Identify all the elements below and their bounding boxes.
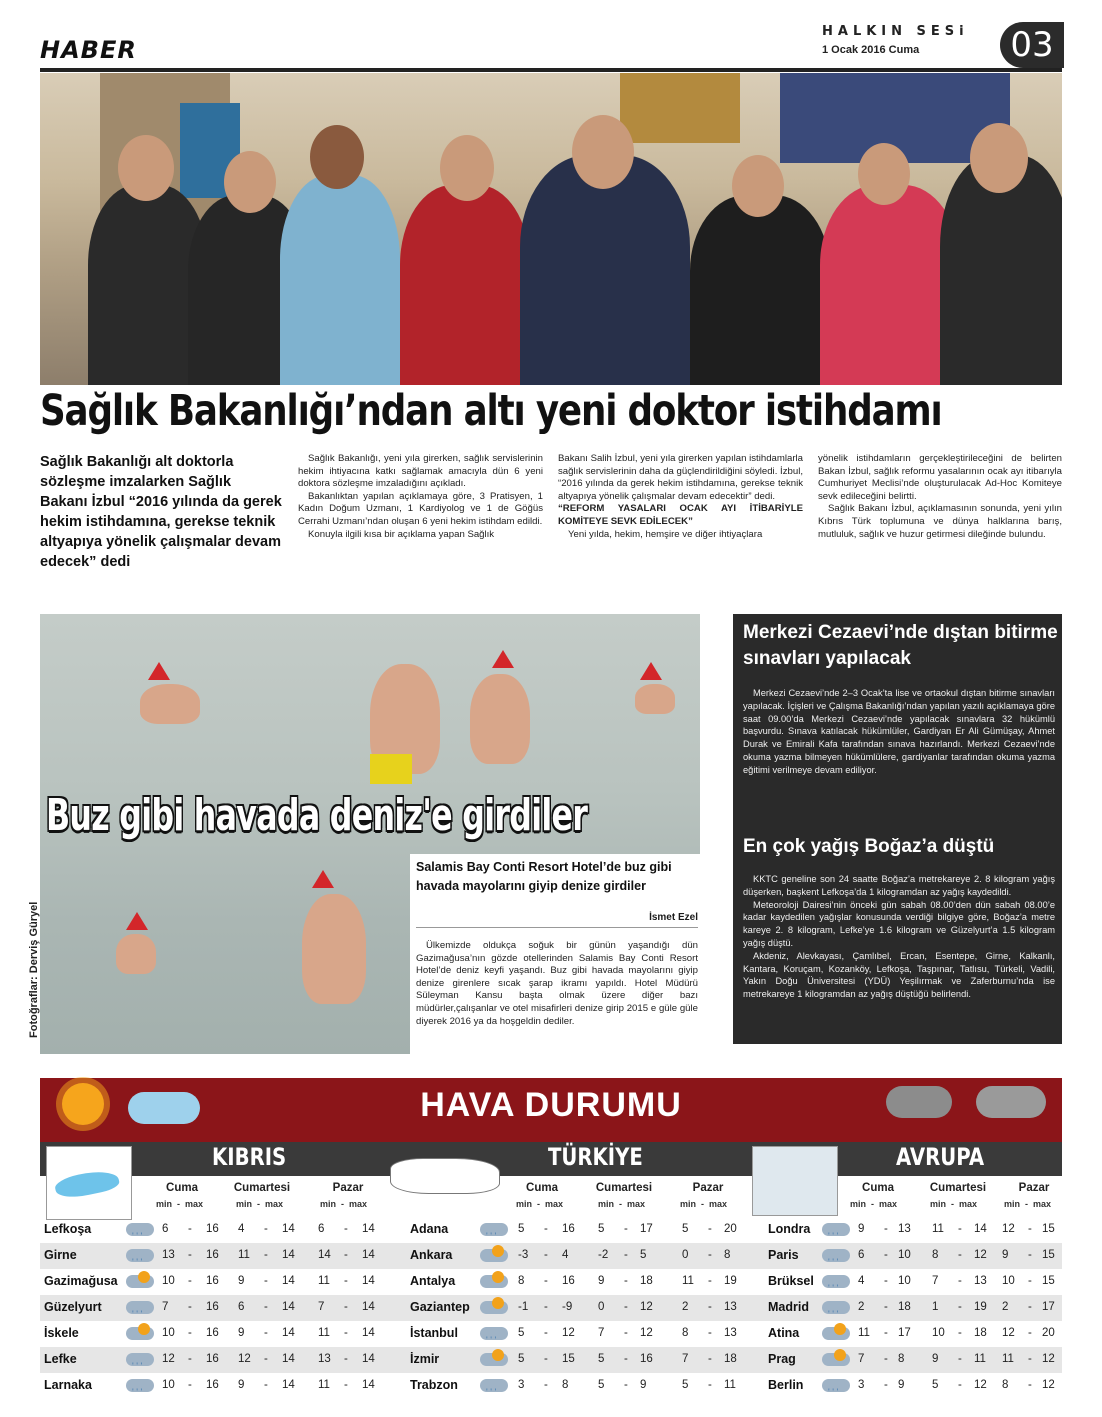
sun-cloud-icon <box>480 1249 508 1262</box>
city-name: Gaziantep <box>410 1300 470 1314</box>
max-temp: 9 <box>898 1379 905 1391</box>
city-name: Lefke <box>44 1352 77 1366</box>
max-temp: 13 <box>974 1275 987 1287</box>
minmax-header: min - max <box>320 1199 368 1209</box>
rainfall-headline: En çok yağış Boğaz’a düştü <box>743 836 995 857</box>
max-temp: 10 <box>898 1249 911 1261</box>
range-dash: - <box>344 1301 348 1313</box>
min-temp: 2 <box>682 1301 689 1313</box>
minmax-header: min - max <box>516 1199 564 1209</box>
range-dash: - <box>264 1223 268 1235</box>
day-header: Pazar <box>692 1182 724 1194</box>
rain-cloud-icon <box>822 1379 850 1392</box>
range-dash: - <box>624 1379 628 1391</box>
day-header: Pazar <box>332 1182 364 1194</box>
range-dash: - <box>1028 1327 1032 1339</box>
min-temp: 11 <box>858 1327 870 1339</box>
max-temp: 12 <box>640 1327 653 1339</box>
range-dash: - <box>344 1327 348 1339</box>
range-dash: - <box>544 1223 548 1235</box>
range-dash: - <box>544 1275 548 1287</box>
range-dash: - <box>544 1353 548 1365</box>
cyprus-map-icon <box>46 1146 132 1220</box>
body-paragraph: Bakanlıktan yapılan açıklamaya göre, 3 Pratisyen, 1 Kadın Doğum Uzmanı, 1 Kardiyolog ve 1 de Göğüs Cerrahi Uzmanı’ndan oluşan 6 yeni hekim istihdam edildi. <box>298 490 543 527</box>
min-temp: 6 <box>162 1223 169 1235</box>
range-dash: - <box>1028 1379 1032 1391</box>
rain-cloud-icon <box>480 1379 508 1392</box>
day-header: Cumartesi <box>233 1182 291 1194</box>
range-dash: - <box>624 1223 628 1235</box>
range-dash: - <box>708 1379 712 1391</box>
city-name: Larnaka <box>44 1378 92 1392</box>
range-dash: - <box>708 1275 712 1287</box>
max-temp: 20 <box>1042 1327 1055 1339</box>
max-temp: 16 <box>206 1379 219 1391</box>
table-row <box>40 1373 1062 1399</box>
max-temp: 10 <box>898 1275 911 1287</box>
min-temp: 2 <box>1002 1301 1009 1313</box>
city-name: Atina <box>768 1326 800 1340</box>
body-paragraph: Meteoroloji Dairesi’nin önceki gün sabah 08.00’den dün sabah 08.00’e kadar kaydedilen yağışlar konusunda verdiği bilgiye göre, Boğaz’a metre kareye 2. 8 kilogram, Lefke’ye 1.6 kilogram ve Güzelyurt’a 1.5 kilogram yağış düştü. <box>743 899 1055 948</box>
rain-cloud-icon <box>126 1223 154 1236</box>
max-temp: 14 <box>282 1327 295 1339</box>
min-temp: 14 <box>318 1249 331 1261</box>
min-temp: 9 <box>932 1353 939 1365</box>
min-temp: 2 <box>858 1301 865 1313</box>
city-name: Girne <box>44 1248 77 1262</box>
main-headline: Sağlık Bakanlığı’ndan altı yeni doktor istihdamı <box>40 386 942 436</box>
max-temp: 16 <box>206 1275 219 1287</box>
rain-cloud-icon <box>480 1327 508 1340</box>
body-paragraph: Merkezi Cezaevi’nde 2–3 Ocak’ta lise ve ortaokul dıştan bitirme sınavları yapılacak. İçişleri ve Çalışma Bakanlığı’ndan yapılan yazılı açıklamaya göre saat 09.00’da Merkezi Cezaevi’nde yapılacak sınavlara 32 hükümlü başvurdu. Sınava katılacak hükümlüler, Gardiyan Er Ali Gümüşay, Ahmet Durak ve Emirali Kafa tarafından sınava hazırlandı. Merkezi Cezaevi’nde okuma yazma bilmeyen hükümlülere, gardiyanlar tarafından okuma yazma eğitimi verilmeye devam ediliyor. <box>743 688 1055 775</box>
range-dash: - <box>344 1275 348 1287</box>
min-temp: 5 <box>682 1379 689 1391</box>
city-name: Brüksel <box>768 1274 814 1288</box>
body-paragraph: Akdeniz, Alevkayası, Çamlıbel, Ercan, Esentepe, Girne, Kalkanlı, Kantara, Koruçam, Kozanköy, Lefkoşa, Taşpınar, Tatlısu, Türkeli, Vadili, Yakın Doğu Üniversitesi (YDÜ) Yeşilırmak ve Zaferburnu’nda ise metrekareye 1 kilogramdan az yağış düştüğü belirlendi. <box>743 950 1055 1000</box>
day-header: Cumartesi <box>929 1182 987 1194</box>
max-temp: 18 <box>724 1353 737 1365</box>
max-temp: 14 <box>282 1353 295 1365</box>
range-dash: - <box>264 1249 268 1261</box>
group-photo <box>40 73 1062 385</box>
article1-lead: Sağlık Bakanlığı alt doktorla sözleşme imzalarken Sağlık Bakanı İzbul “2016 yılında da gerek hekim istihdamına, gerekse teknik altyapıya yönelik çalışmalar devam edecek” dedi <box>40 454 282 570</box>
body-paragraph: yönelik istihdamların gerçekleştirileceğini de belirten Bakan İzbul, sağlık reformu yasalarının ocak ayı itibarıyla Cumhuriyet Meclisi’nde oluşturulacak Ad-Hoc Komiteye sevk edileceğini belirtti. <box>818 453 1062 502</box>
sun-cloud-icon <box>126 1275 154 1288</box>
max-temp: 14 <box>362 1379 375 1391</box>
min-temp: 9 <box>238 1327 245 1339</box>
article1-col3 <box>818 453 1062 541</box>
max-temp: 16 <box>562 1275 575 1287</box>
min-temp: 12 <box>1002 1327 1015 1339</box>
table-row <box>40 1217 1062 1243</box>
min-temp: 5 <box>598 1353 605 1365</box>
rain-cloud-icon <box>822 1223 850 1236</box>
turkey-map-icon <box>386 1148 504 1202</box>
body-paragraph: Konuyla ilgili kısa bir açıklama yapan Sağlık <box>308 528 495 540</box>
min-temp: 9 <box>1002 1249 1009 1261</box>
city-name: İstanbul <box>410 1326 458 1340</box>
min-temp: -1 <box>518 1301 529 1313</box>
max-temp: 11 <box>724 1379 736 1391</box>
article1-col2 <box>558 453 803 541</box>
range-dash: - <box>958 1223 962 1235</box>
max-temp: 12 <box>974 1249 987 1261</box>
rain-cloud-icon <box>126 1301 154 1314</box>
table-row <box>40 1243 1062 1269</box>
day-header: Cuma <box>862 1182 894 1194</box>
range-dash: - <box>624 1327 628 1339</box>
range-dash: - <box>264 1301 268 1313</box>
max-temp: 18 <box>640 1275 653 1287</box>
photo-credit: Fotoğraflar: Derviş Güryel <box>28 901 40 1038</box>
min-temp: -3 <box>518 1249 529 1261</box>
max-temp: 5 <box>640 1249 647 1261</box>
range-dash: - <box>264 1379 268 1391</box>
weather-title: HAVA DURUMU <box>420 1086 682 1124</box>
author-byline: İsmet Ezel <box>416 912 698 928</box>
city-name: Lefkoşa <box>44 1222 92 1236</box>
range-dash: - <box>708 1249 712 1261</box>
range-dash: - <box>344 1353 348 1365</box>
range-dash: - <box>884 1275 888 1287</box>
range-dash: - <box>624 1275 628 1287</box>
min-temp: 0 <box>682 1249 689 1261</box>
range-dash: - <box>884 1223 888 1235</box>
max-temp: 15 <box>1042 1249 1055 1261</box>
issue-date: 1 Ocak 2016 Cuma <box>822 44 920 56</box>
page-number: 03 <box>1000 22 1064 68</box>
max-temp: 13 <box>724 1301 737 1313</box>
range-dash: - <box>188 1275 192 1287</box>
region-avrupa: AVRUPA <box>896 1143 985 1171</box>
max-temp: 14 <box>282 1379 295 1391</box>
range-dash: - <box>188 1327 192 1339</box>
min-temp: 5 <box>932 1379 939 1391</box>
body-paragraph: Sağlık Bakanlığı, yeni yıla girerken, sağlık servislerinin hekim ihtiyacına katkı sağlamak amacıyla dün 6 yeni doktora sözleşme imzaladığını açıkladı. <box>298 453 543 490</box>
range-dash: - <box>344 1379 348 1391</box>
min-temp: 10 <box>162 1379 175 1391</box>
table-row <box>40 1347 1062 1373</box>
min-temp: 5 <box>518 1327 525 1339</box>
min-temp: 13 <box>318 1353 331 1365</box>
article1-subhead: “REFORM YASALARI OCAK AYI İTİBARİYLE KOMİTEYE SEVK EDİLECEK” <box>558 503 803 527</box>
prison-exam-headline: Merkezi Cezaevi’nde dıştan bitirme sınavları yapılacak <box>743 622 1058 669</box>
range-dash: - <box>188 1223 192 1235</box>
body-paragraph: Sağlık Bakanı İzbul, açıklamasının sonunda, yeni yılın Kıbrıs Türk toplumuna ve dünya halklarına barış, mutluluk, sağlık ve huzur getirmesi dileğinde bulundu. <box>818 503 1062 540</box>
max-temp: 18 <box>898 1301 911 1313</box>
rain-cloud-icon <box>822 1301 850 1314</box>
max-temp: 4 <box>562 1249 569 1261</box>
min-temp: 10 <box>162 1327 175 1339</box>
min-temp: 8 <box>682 1327 689 1339</box>
min-temp: 11 <box>318 1327 330 1339</box>
city-name: Adana <box>410 1222 449 1236</box>
body-paragraph: KKTC geneline son 24 saatte Boğaz’a metrekareye 2. 8 kilogram yağış düşerken, başkent Lefkoşa’da 1 kilogramdan az yağış kaydedildi. <box>743 874 1055 897</box>
max-temp: 16 <box>206 1353 219 1365</box>
min-temp: 4 <box>238 1223 245 1235</box>
city-name: Berlin <box>768 1378 804 1392</box>
city-name: İskele <box>44 1326 79 1340</box>
max-temp: 16 <box>640 1353 653 1365</box>
table-row <box>40 1321 1062 1347</box>
min-temp: 12 <box>162 1353 175 1365</box>
city-name: Gazimağusa <box>44 1274 118 1288</box>
max-temp: 20 <box>724 1223 737 1235</box>
range-dash: - <box>708 1301 712 1313</box>
min-temp: 5 <box>682 1223 689 1235</box>
range-dash: - <box>958 1353 962 1365</box>
min-temp: 11 <box>1002 1353 1014 1365</box>
range-dash: - <box>544 1301 548 1313</box>
max-temp: 14 <box>282 1249 295 1261</box>
max-temp: 12 <box>640 1301 653 1313</box>
max-temp: 14 <box>362 1275 375 1287</box>
range-dash: - <box>884 1353 888 1365</box>
max-temp: 14 <box>282 1223 295 1235</box>
table-row <box>40 1269 1062 1295</box>
prison-exam-body <box>743 687 1055 777</box>
range-dash: - <box>708 1353 712 1365</box>
range-dash: - <box>1028 1301 1032 1313</box>
min-temp: 5 <box>518 1353 525 1365</box>
rain-cloud-icon <box>126 1353 154 1366</box>
max-temp: 16 <box>206 1327 219 1339</box>
day-header: Cumartesi <box>595 1182 653 1194</box>
max-temp: 14 <box>282 1275 295 1287</box>
max-temp: 16 <box>206 1301 219 1313</box>
range-dash: - <box>958 1301 962 1313</box>
min-temp: 7 <box>932 1275 939 1287</box>
range-dash: - <box>708 1223 712 1235</box>
min-temp: 3 <box>858 1379 865 1391</box>
max-temp: 15 <box>1042 1223 1055 1235</box>
max-temp: 8 <box>562 1379 569 1391</box>
city-name: İzmir <box>410 1352 440 1366</box>
min-temp: 7 <box>162 1301 169 1313</box>
min-temp: 8 <box>932 1249 939 1261</box>
range-dash: - <box>544 1249 548 1261</box>
max-temp: 12 <box>974 1379 987 1391</box>
min-temp: 11 <box>932 1223 944 1235</box>
min-temp: 9 <box>238 1275 245 1287</box>
min-temp: 5 <box>598 1223 605 1235</box>
range-dash: - <box>884 1379 888 1391</box>
sun-cloud-icon <box>126 1327 154 1340</box>
body-paragraph: Bakanı Salih İzbul, yeni yıla girerken yapılan istihdamlarla sağlık servislerinin daha da güçlendirildiğini söyledi. İzbul, “2016 yılında da gerek hekim istihdamına, gerekse teknik altyapıya yönelik çalışmalar devam edecektir” dedi. <box>558 453 803 502</box>
range-dash: - <box>188 1301 192 1313</box>
range-dash: - <box>958 1275 962 1287</box>
max-temp: 16 <box>206 1249 219 1261</box>
max-temp: 16 <box>206 1223 219 1235</box>
sun-cloud-icon <box>822 1353 850 1366</box>
max-temp: 18 <box>974 1327 987 1339</box>
city-name: Trabzon <box>410 1378 458 1392</box>
range-dash: - <box>1028 1353 1032 1365</box>
max-temp: 14 <box>362 1353 375 1365</box>
range-dash: - <box>188 1249 192 1261</box>
minmax-header: min - max <box>850 1199 898 1209</box>
max-temp: 12 <box>1042 1353 1055 1365</box>
min-temp: 6 <box>238 1301 245 1313</box>
range-dash: - <box>344 1249 348 1261</box>
min-temp: 4 <box>858 1275 865 1287</box>
max-temp: 14 <box>974 1223 987 1235</box>
min-temp: 11 <box>682 1275 694 1287</box>
sun-cloud-icon <box>480 1275 508 1288</box>
min-temp: 10 <box>932 1327 945 1339</box>
swimmers-subhead: Salamis Bay Conti Resort Hotel’de buz gibi havada mayolarını giyip denize girdiler <box>416 860 672 893</box>
day-header: Cuma <box>166 1182 198 1194</box>
max-temp: 17 <box>898 1327 911 1339</box>
table-row <box>40 1295 1062 1321</box>
range-dash: - <box>884 1249 888 1261</box>
range-dash: - <box>264 1327 268 1339</box>
max-temp: 14 <box>362 1223 375 1235</box>
rain-cloud-icon <box>126 1379 154 1392</box>
max-temp: 19 <box>974 1301 987 1313</box>
min-temp: 7 <box>858 1353 865 1365</box>
city-name: Madrid <box>768 1300 809 1314</box>
city-name: Ankara <box>410 1248 453 1262</box>
range-dash: - <box>958 1327 962 1339</box>
rain-cloud-icon <box>480 1223 508 1236</box>
max-temp: 17 <box>640 1223 653 1235</box>
europe-map-icon <box>752 1146 838 1216</box>
range-dash: - <box>958 1379 962 1391</box>
max-temp: -9 <box>562 1301 573 1313</box>
min-temp: 11 <box>318 1379 330 1391</box>
max-temp: 14 <box>362 1249 375 1261</box>
minmax-header: min - max <box>156 1199 204 1209</box>
max-temp: 17 <box>1042 1301 1055 1313</box>
min-temp: 0 <box>598 1301 605 1313</box>
range-dash: - <box>188 1353 192 1365</box>
body-paragraph: Ülkemizde oldukça soğuk bir günün yaşandığı dün Gazimağusa’nın gözde otellerinden Salamis Bay Conti Resort Hotel’de deniz keyfi yaşandı. Buz gibi havada mayolarını giyip denize girenlere sıcak şarap ikramı yapıldı. Hotel Müdürü Süleyman Kansu başta olmak üzere diğer bazı müdürler,çalışanlar ve otel misafirleri denize girip 2015 e güle güle diyerek 2016 ya da hoşgeldin dediler. <box>416 940 698 1027</box>
max-temp: 9 <box>640 1379 647 1391</box>
range-dash: - <box>1028 1275 1032 1287</box>
min-temp: 9 <box>238 1379 245 1391</box>
city-name: Paris <box>768 1248 799 1262</box>
newspaper-masthead: HALKIN SESi <box>822 24 969 39</box>
range-dash: - <box>1028 1223 1032 1235</box>
minmax-header: min - max <box>236 1199 284 1209</box>
max-temp: 14 <box>362 1327 375 1339</box>
swimmers-headline: Buz gibi havada deniz'e girdiler <box>46 790 588 841</box>
city-name: Güzelyurt <box>44 1300 102 1314</box>
rain-cloud-icon <box>822 1249 850 1262</box>
range-dash: - <box>1028 1249 1032 1261</box>
article1-col1 <box>298 453 543 541</box>
min-temp: 11 <box>318 1275 330 1287</box>
rain-cloud-icon <box>822 1275 850 1288</box>
sun-cloud-icon <box>822 1327 850 1340</box>
max-temp: 8 <box>898 1353 905 1365</box>
city-name: Londra <box>768 1222 811 1236</box>
min-temp: 9 <box>598 1275 605 1287</box>
range-dash: - <box>624 1353 628 1365</box>
city-name: Antalya <box>410 1274 456 1288</box>
max-temp: 15 <box>562 1353 575 1365</box>
range-dash: - <box>624 1249 628 1261</box>
range-dash: - <box>344 1223 348 1235</box>
rainfall-body <box>743 873 1055 1001</box>
min-temp: 11 <box>238 1249 250 1261</box>
min-temp: 8 <box>518 1275 525 1287</box>
min-temp: 10 <box>162 1275 175 1287</box>
min-temp: 9 <box>858 1223 865 1235</box>
min-temp: 13 <box>162 1249 175 1261</box>
max-temp: 11 <box>974 1353 986 1365</box>
min-temp: 6 <box>318 1223 325 1235</box>
sun-cloud-icon <box>480 1301 508 1314</box>
min-temp: 6 <box>858 1249 865 1261</box>
max-temp: 13 <box>724 1327 737 1339</box>
max-temp: 13 <box>898 1223 911 1235</box>
range-dash: - <box>264 1353 268 1365</box>
minmax-header: min - max <box>1004 1199 1052 1209</box>
range-dash: - <box>884 1301 888 1313</box>
rain-cloud-icon <box>126 1249 154 1262</box>
min-temp: 5 <box>518 1223 525 1235</box>
minmax-header: min - max <box>930 1199 978 1209</box>
max-temp: 8 <box>724 1249 731 1261</box>
min-temp: 12 <box>1002 1223 1015 1235</box>
min-temp: 7 <box>598 1327 605 1339</box>
max-temp: 15 <box>1042 1275 1055 1287</box>
max-temp: 19 <box>724 1275 737 1287</box>
range-dash: - <box>708 1327 712 1339</box>
max-temp: 12 <box>1042 1379 1055 1391</box>
max-temp: 12 <box>562 1327 575 1339</box>
range-dash: - <box>958 1249 962 1261</box>
min-temp: 10 <box>1002 1275 1015 1287</box>
range-dash: - <box>544 1327 548 1339</box>
minmax-header: min - max <box>598 1199 646 1209</box>
min-temp: 7 <box>682 1353 689 1365</box>
minmax-header: min - max <box>680 1199 728 1209</box>
min-temp: 7 <box>318 1301 325 1313</box>
body-paragraph: Yeni yılda, hekim, hemşire ve diğer ihtiyaçlara <box>568 528 763 540</box>
min-temp: 1 <box>932 1301 939 1313</box>
region-kibris: KIBRIS <box>212 1143 287 1171</box>
header-rule <box>40 68 1062 72</box>
day-header: Pazar <box>1018 1182 1050 1194</box>
swimmers-body <box>416 940 698 1028</box>
max-temp: 16 <box>562 1223 575 1235</box>
max-temp: 14 <box>362 1301 375 1313</box>
range-dash: - <box>884 1327 888 1339</box>
min-temp: 12 <box>238 1353 251 1365</box>
range-dash: - <box>624 1301 628 1313</box>
range-dash: - <box>544 1379 548 1391</box>
region-turkiye: TÜRKİYE <box>548 1143 643 1171</box>
range-dash: - <box>188 1379 192 1391</box>
city-name: Prag <box>768 1352 796 1366</box>
sun-cloud-icon <box>480 1353 508 1366</box>
max-temp: 14 <box>282 1301 295 1313</box>
min-temp: -2 <box>598 1249 609 1261</box>
section-label: HABER <box>40 36 137 64</box>
min-temp: 5 <box>598 1379 605 1391</box>
min-temp: 8 <box>1002 1379 1009 1391</box>
day-header: Cuma <box>526 1182 558 1194</box>
range-dash: - <box>264 1275 268 1287</box>
min-temp: 3 <box>518 1379 525 1391</box>
